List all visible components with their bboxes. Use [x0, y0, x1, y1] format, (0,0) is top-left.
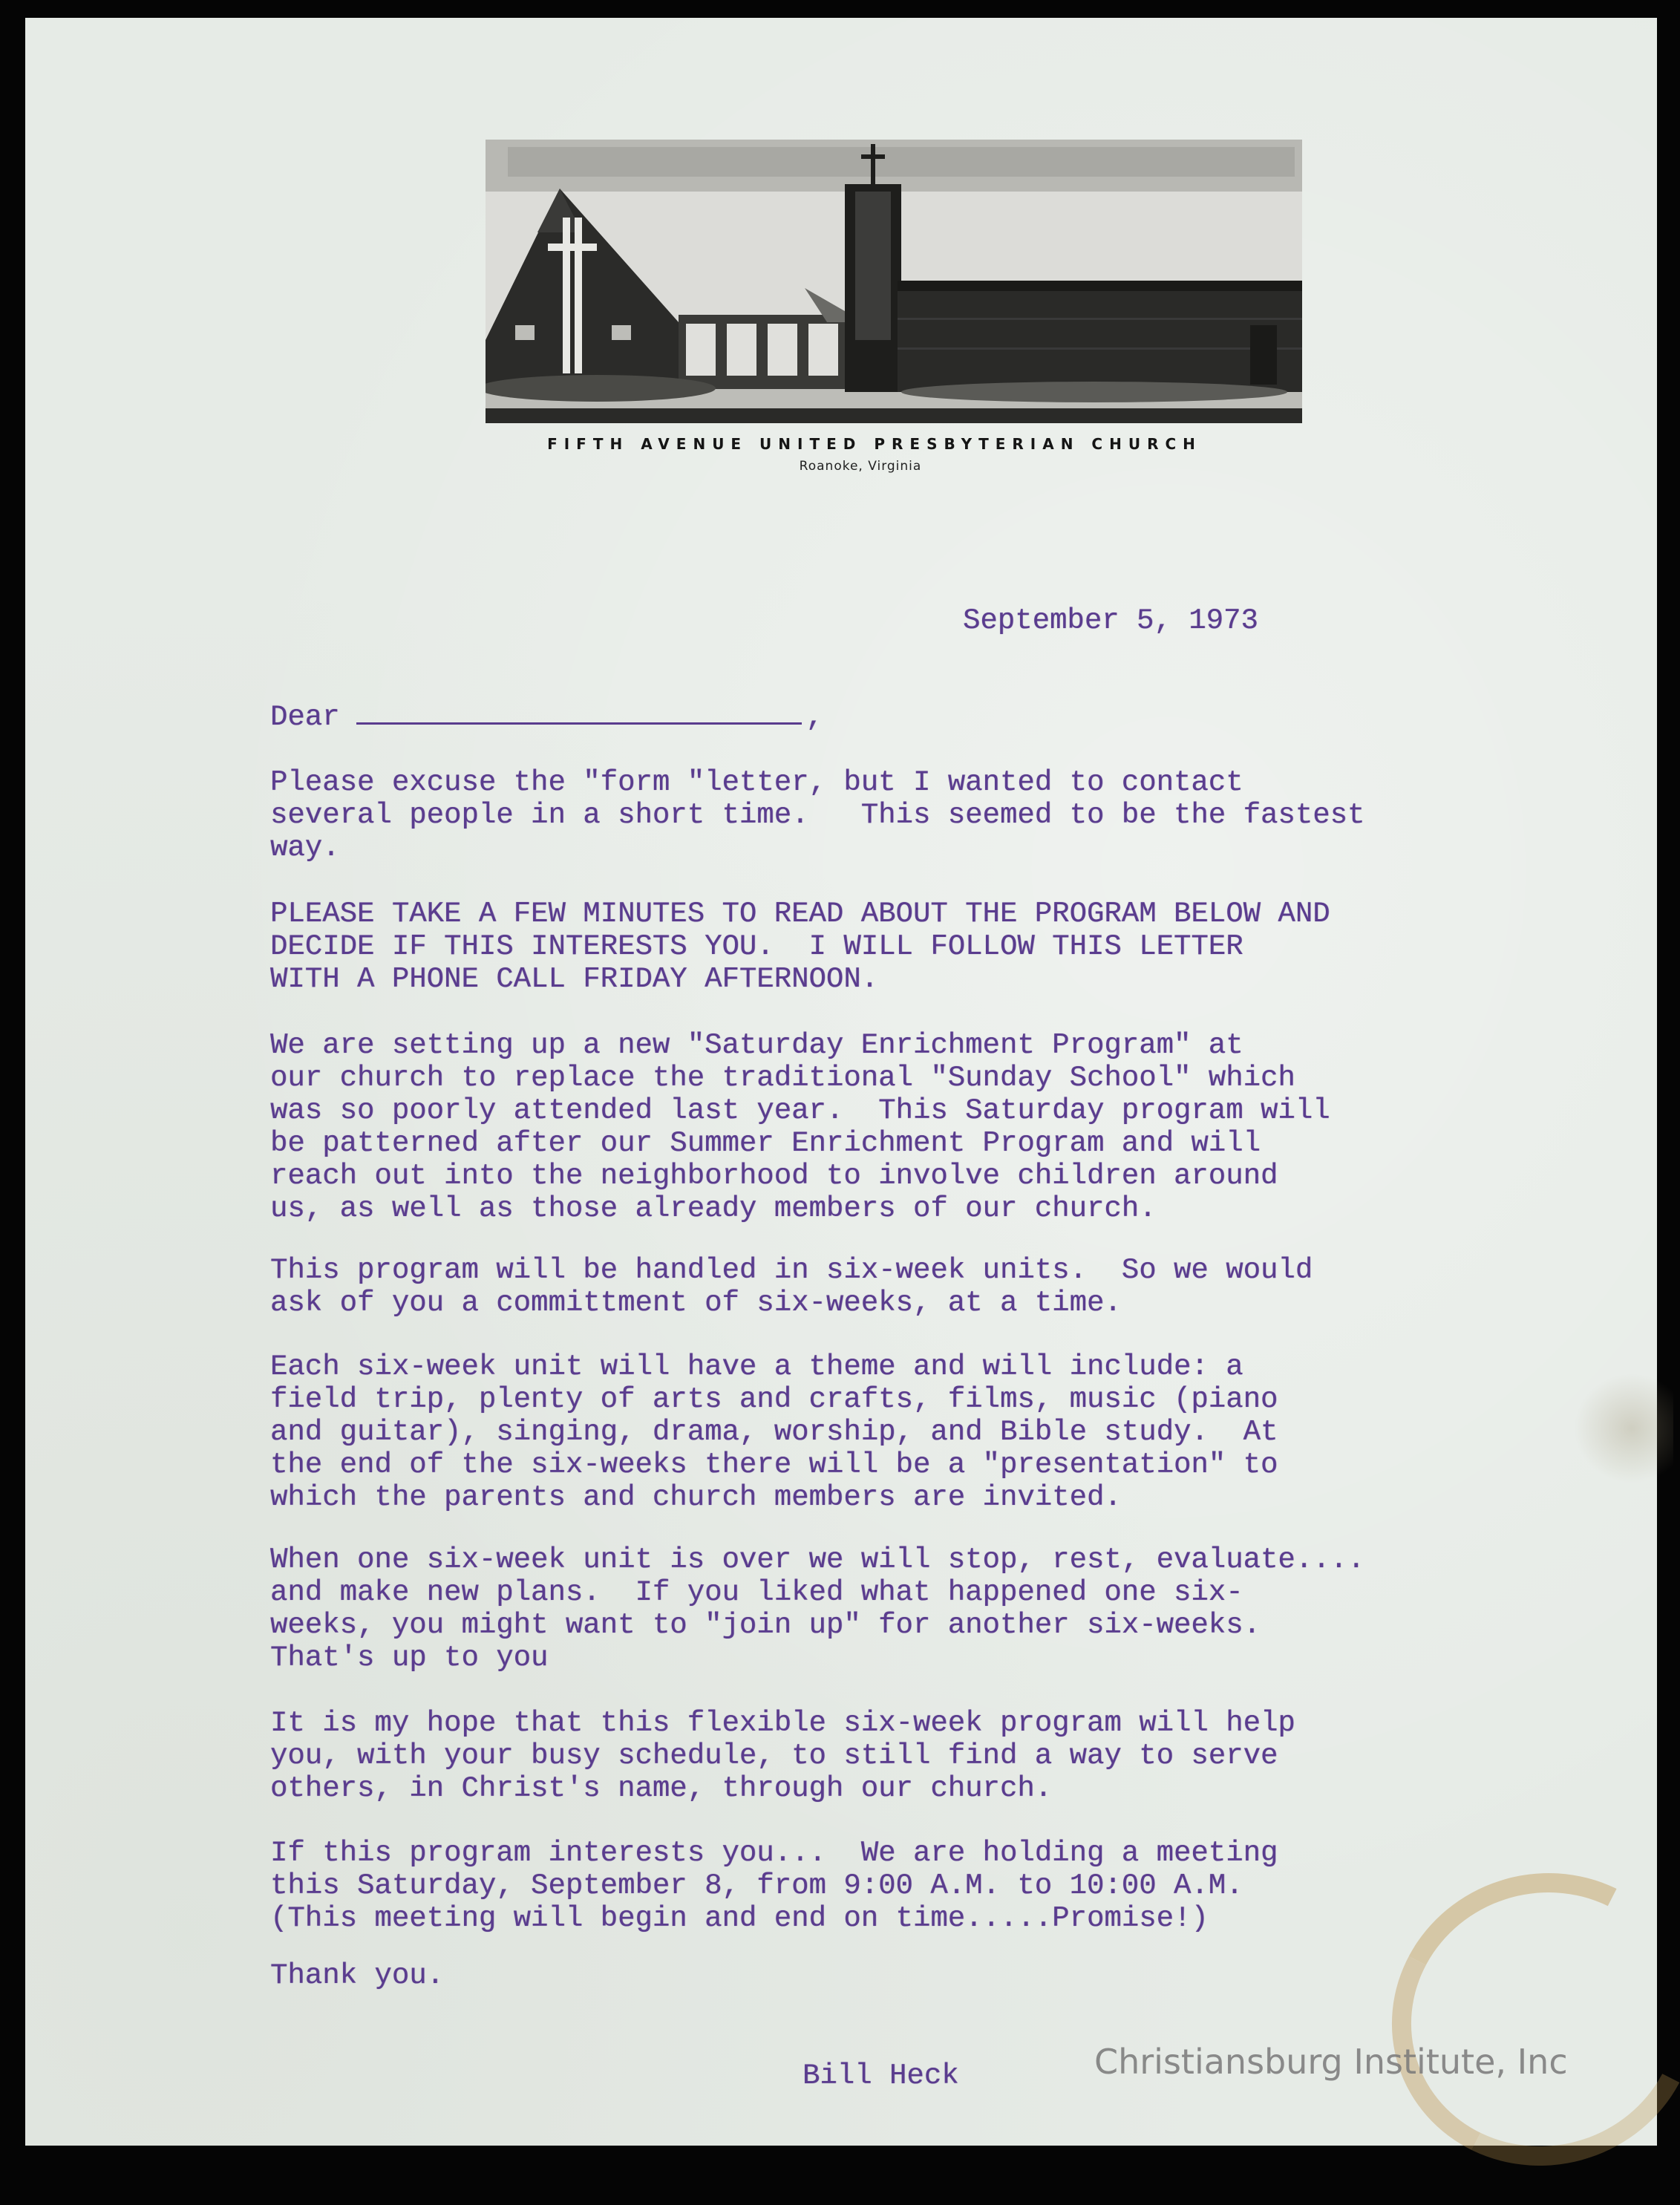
coffee-stain [1354, 1834, 1680, 2205]
paragraph-hope: It is my hope that this flexible six-week program will help you, with your busy schedule, to still find a way to serve others, in Christ's name, through our church. [270, 1707, 1295, 1805]
recipient-blank-line [356, 722, 802, 725]
greeting-word: Dear [270, 701, 340, 734]
paragraph-program-intro: We are setting up a new "Saturday Enrichment Program" at our church to replace the traditional "Sunday School" which was so poorly attended last year. This Saturday program will be patterned after our Summer Enrichment Program and will reach out into the neighborhood to involve children around us, as well as those already members of our church. [270, 1029, 1330, 1225]
paragraph-meeting: If this program interests you... We are holding a meeting this Saturday, September 8, from 9:00 A.M. to 10:00 A.M. (This meeting will begin and end on time.....Promise!) [270, 1837, 1278, 1935]
church-location: Roanoke, Virginia [799, 459, 922, 474]
church-name: FIFTH AVENUE UNITED PRESBYTERIAN CHURCH [547, 435, 1202, 453]
paragraph-request-to-read: PLEASE TAKE A FEW MINUTES TO READ ABOUT THE PROGRAM BELOW AND DECIDE IF THIS INTERESTS YOU. I WILL FOLLOW THIS LETTER WITH A PHONE CALL FRIDAY AFTERNOON. [270, 898, 1330, 996]
paper-damage [1569, 1369, 1673, 1488]
church-building-illustration [486, 140, 1302, 423]
signature: Bill Heck [803, 2059, 959, 2092]
greeting-punctuation: , [805, 701, 824, 734]
paragraph-form-letter-apology: Please excuse the "form "letter, but I wanted to contact several people in a short time. This seemed to be the fastest way. [270, 766, 1365, 864]
paragraph-six-week-units: This program will be handled in six-week units. So we would ask of you a committment of six-weeks, at a time. [270, 1254, 1313, 1319]
paragraph-evaluate: When one six-week unit is over we will stop, rest, evaluate.... and make new plans. If you liked what happened one six- weeks, you might want to "join up" for another six-weeks. That's up to you [270, 1544, 1365, 1674]
watermark: Christiansburg Institute, Inc [1094, 2042, 1568, 2082]
paragraph-unit-contents: Each six-week unit will have a theme and will include: a field trip, plenty of arts and crafts, films, music (piano and guitar), singing, drama, worship, and Bible study. At the end of the six-weeks there will be a "presentation" to which the parents and church members are invited. [270, 1350, 1278, 1514]
closing: Thank you. [270, 1959, 445, 1992]
letterhead [25, 18, 1657, 508]
letter-page [25, 18, 1657, 2146]
letter-date: September 5, 1973 [963, 604, 1258, 637]
greeting [270, 701, 823, 734]
